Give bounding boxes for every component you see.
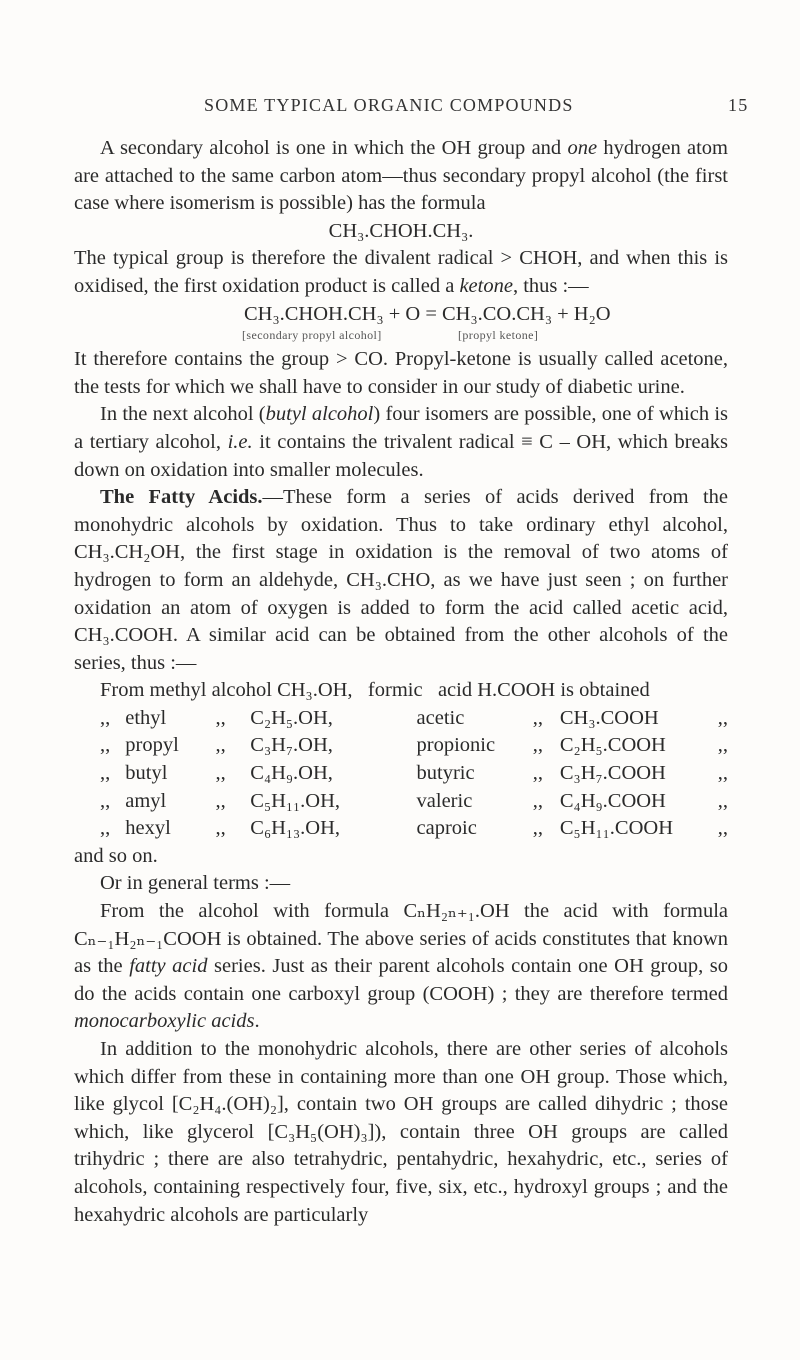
acids-first-line: From methyl alcohol CH₃.OH, formic acid H.COOH is obtained — [100, 679, 650, 702]
ditto-mark: ,, — [717, 706, 728, 729]
alcohol-formula: C₃H₇.OH, — [250, 734, 333, 757]
paragraph-general-terms: Or in general terms :— — [100, 872, 291, 895]
paragraph-secondary-alcohol: A secondary alcohol is one in which the OH group and one hydrogen atom are attached to the same carbon atom—thus secondary propyl alcohol (the first case where isomerism is possible) has the formula — [74, 137, 728, 215]
alcohol-formula: C₅H₁₁.OH, — [250, 789, 341, 812]
alcohol-formula: C₄H₉.OH, — [250, 762, 333, 785]
ditto-mark: ,, — [532, 706, 543, 729]
section-heading: The Fatty Acids. — [100, 486, 263, 509]
paragraph-ketone: The typical group is therefore the divalent radical > CHOH, and when this is oxidised, the first oxidation product is called a ketone, thus :— — [74, 247, 728, 297]
paragraph-polyhydric: In addition to the monohydric alcohols, there are other series of alcohols which differ from these in containing more than one OH group. Those which, like glycol [C₂H₄.(OH)₂], contain two OH groups are called dihydric ; those which, like glycerol [C₃H₅(OH)₃]), contain three OH groups are called trihydric ; there are also tetrahydric, pentahydric, hexahydric, etc., series of alcohols, containing respectively four, five, six, etc., hydroxyl groups ; and the hexahydric alcohols are particularly — [74, 1038, 728, 1226]
page-body — [74, 135, 728, 1229]
ditto-mark: ,, — [100, 817, 111, 840]
ditto-mark: ,, — [532, 762, 543, 785]
acid-name: acetic — [416, 706, 465, 729]
acid-formula: CH₃.COOH — [559, 706, 659, 729]
paragraph-fatty-acids: The Fatty Acids.—These form a series of acids derived from the monohydric alcohols by oxidation. Thus to take ordinary ethyl alcohol, CH₃.CH₂OH, the first stage in oxidation is the removal of two atoms of hydrogen to form an aldehyde, CH₃.CHO, as we have just seen ; on further oxidation an atom of oxygen is added to form the acid called acetic acid, CH₃.COOH. A similar acid can be obtained from the other alcohols of the series, thus :— — [74, 486, 728, 674]
paragraph-acetone: It therefore contains the group > CO. Propyl-ketone is usually called acetone, the tests for which we shall have to consider in our study of diabetic urine. — [74, 348, 728, 398]
acid-row — [74, 815, 728, 843]
acid-formula: C₂H₅.COOH — [559, 734, 666, 757]
alcohol-formula: C₂H₅.OH, — [250, 706, 333, 729]
alcohol-name: butyl — [125, 762, 168, 785]
caption-propyl-ketone: [propyl ketone] — [458, 328, 539, 343]
ditto-mark: ,, — [532, 734, 543, 757]
ditto-mark: ,, — [215, 734, 226, 757]
ditto-mark: ,, — [215, 762, 226, 785]
formula-captions — [74, 328, 728, 346]
ditto-mark: ,, — [215, 789, 226, 812]
acid-name: butyric — [416, 762, 475, 785]
acid-name: valeric — [416, 789, 473, 812]
acid-row — [74, 705, 728, 733]
ditto-mark: ,, — [215, 817, 226, 840]
ditto-mark: ,, — [100, 789, 111, 812]
alcohol-name: hexyl — [125, 817, 171, 840]
acid-name: caproic — [416, 817, 477, 840]
acid-row — [74, 760, 728, 788]
ditto-mark: ,, — [100, 762, 111, 785]
formula-oxidation: CH₃.CHOH.CH₃ + O = CH₃.CO.CH₃ + H₂O — [244, 302, 611, 325]
ditto-mark: ,, — [532, 789, 543, 812]
acid-row — [74, 732, 728, 760]
alcohol-name: amyl — [125, 789, 167, 812]
ditto-mark: ,, — [215, 706, 226, 729]
ditto-mark: ,, — [100, 706, 111, 729]
acids-table — [74, 705, 728, 843]
page-number: 15 — [728, 95, 749, 115]
alcohol-name: propyl — [125, 734, 179, 757]
acid-formula: C₄H₉.COOH — [559, 789, 666, 812]
acid-row — [74, 788, 728, 816]
paragraph-butyl: In the next alcohol (butyl alcohol) four isomers are possible, one of which is a tertiary alcohol, i.e. it contains the trivalent radical ≡ C – OH, which breaks down on oxidation into smaller molecules. — [74, 403, 728, 481]
running-title: SOME TYPICAL ORGANIC COMPOUNDS — [204, 95, 574, 115]
caption-secondary-propyl-alcohol: [secondary propyl alcohol] — [242, 328, 382, 343]
and-so-on: and so on. — [74, 844, 158, 867]
paragraph-general-formula: From the alcohol with formula CₙH₂ₙ₊₁.OH the acid with formula Cₙ₋₁H₂ₙ₋₁COOH is obtained. The above series of acids constitutes that known as the fatty acid series. Just as their parent alcohols contain one OH group, so do the acids contain one carboxyl group (COOH) ; they are therefore termed monocarboxylic acids. — [74, 900, 729, 1033]
acid-name: propionic — [416, 734, 496, 757]
ditto-mark: ,, — [717, 817, 728, 840]
alcohol-name: ethyl — [125, 706, 167, 729]
ditto-mark: ,, — [100, 734, 111, 757]
alcohol-formula: C₆H₁₃.OH, — [250, 817, 341, 840]
acid-formula: C₅H₁₁.COOH — [559, 817, 674, 840]
ditto-mark: ,, — [532, 817, 543, 840]
ditto-mark: ,, — [717, 789, 728, 812]
ditto-mark: ,, — [717, 762, 728, 785]
ditto-mark: ,, — [717, 734, 728, 757]
formula-secondary-propyl: CH₃.CHOH.CH₃. — [328, 219, 474, 242]
acid-formula: C₃H₇.COOH — [559, 762, 666, 785]
